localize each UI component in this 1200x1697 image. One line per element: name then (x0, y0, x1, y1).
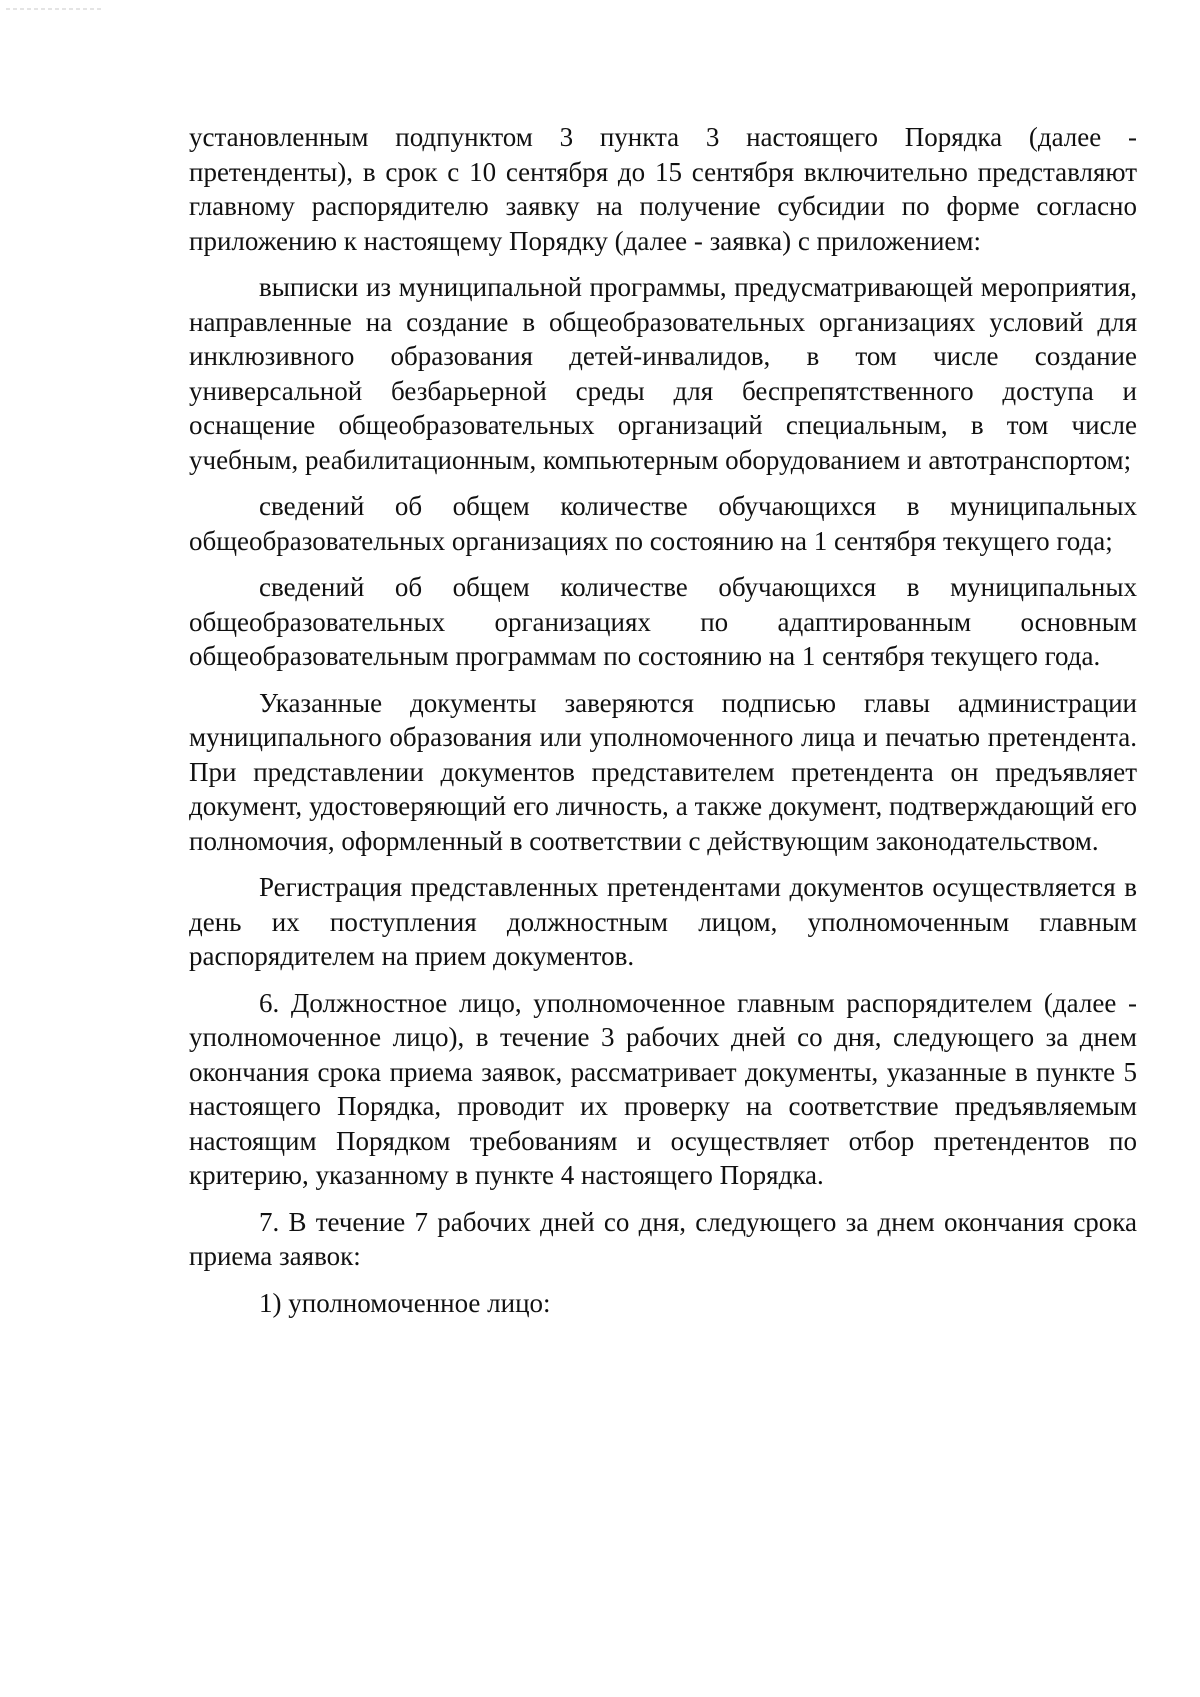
paragraph-student-count: сведений об общем количестве обучающихся в муниципальных общеобразовательных организациях по состоянию на 1 сентября текущего года; (189, 491, 1137, 556)
paragraph-adapted-programs-count: сведений об общем количестве обучающихся в муниципальных общеобразовательных организациях по адаптированным основным общеобразовательным программам по состоянию на 1 сентября текущего года. (189, 572, 1137, 671)
scan-artifact (6, 8, 102, 10)
paragraph-item-6: 6. Должностное лицо, уполномоченное главным распорядителем (далее - уполномоченное лицо), в течение 3 рабочих дней со дня, следующего за днем окончания срока приема заявок, рассматривает документы, указанные в пункте 5 настоящего Порядка, проводит их проверку на соответствие предъявляемым настоящим Порядком требованиям и осуществляет отбор претендентов по критерию, указанному в пункте 4 настоящего Порядка. (189, 987, 1137, 1190)
paragraph-applicants: установленным подпунктом 3 пункта 3 настоящего Порядка (далее - претенденты), в срок с 10 сентября до 15 сентября включительно представляют главному распорядителю заявку на получение субсидии по форме согласно приложению к настоящему Порядку (далее - заявка) с приложением: (189, 122, 1137, 256)
paragraph-document-certification: Указанные документы заверяются подписью главы администрации муниципального образования или уполномоченного лица и печатью претендента. При представлении документов представителем претендента он предъявляет документ, удостоверяющий его личность, а также документ, подтверждающий его полномочия, оформленный в соответствии с действующим законодательством. (189, 687, 1137, 856)
paragraph-registration: Регистрация представленных претендентами документов осуществляется в день их поступления должностным лицом, уполномоченным главным распорядителем на прием документов. (189, 872, 1137, 971)
document-body (189, 120, 1137, 1332)
paragraph-subitem-1: 1) уполномоченное лицо: (259, 1287, 551, 1318)
paragraph-item-7: 7. В течение 7 рабочих дней со дня, следующего за днем окончания срока приема заявок: (189, 1206, 1137, 1271)
paragraph-program-extract: выписки из муниципальной программы, предусматривающей мероприятия, направленные на создание в общеобразовательных организациях условий для инклюзивного образования детей-инвалидов, в том числе создание универсальной безбарьерной среды для беспрепятственного доступа и оснащение общеобразовательных организаций специальным, в том числе учебным, реабилитационным, компьютерным оборудованием и автотранспортом; (189, 272, 1137, 475)
